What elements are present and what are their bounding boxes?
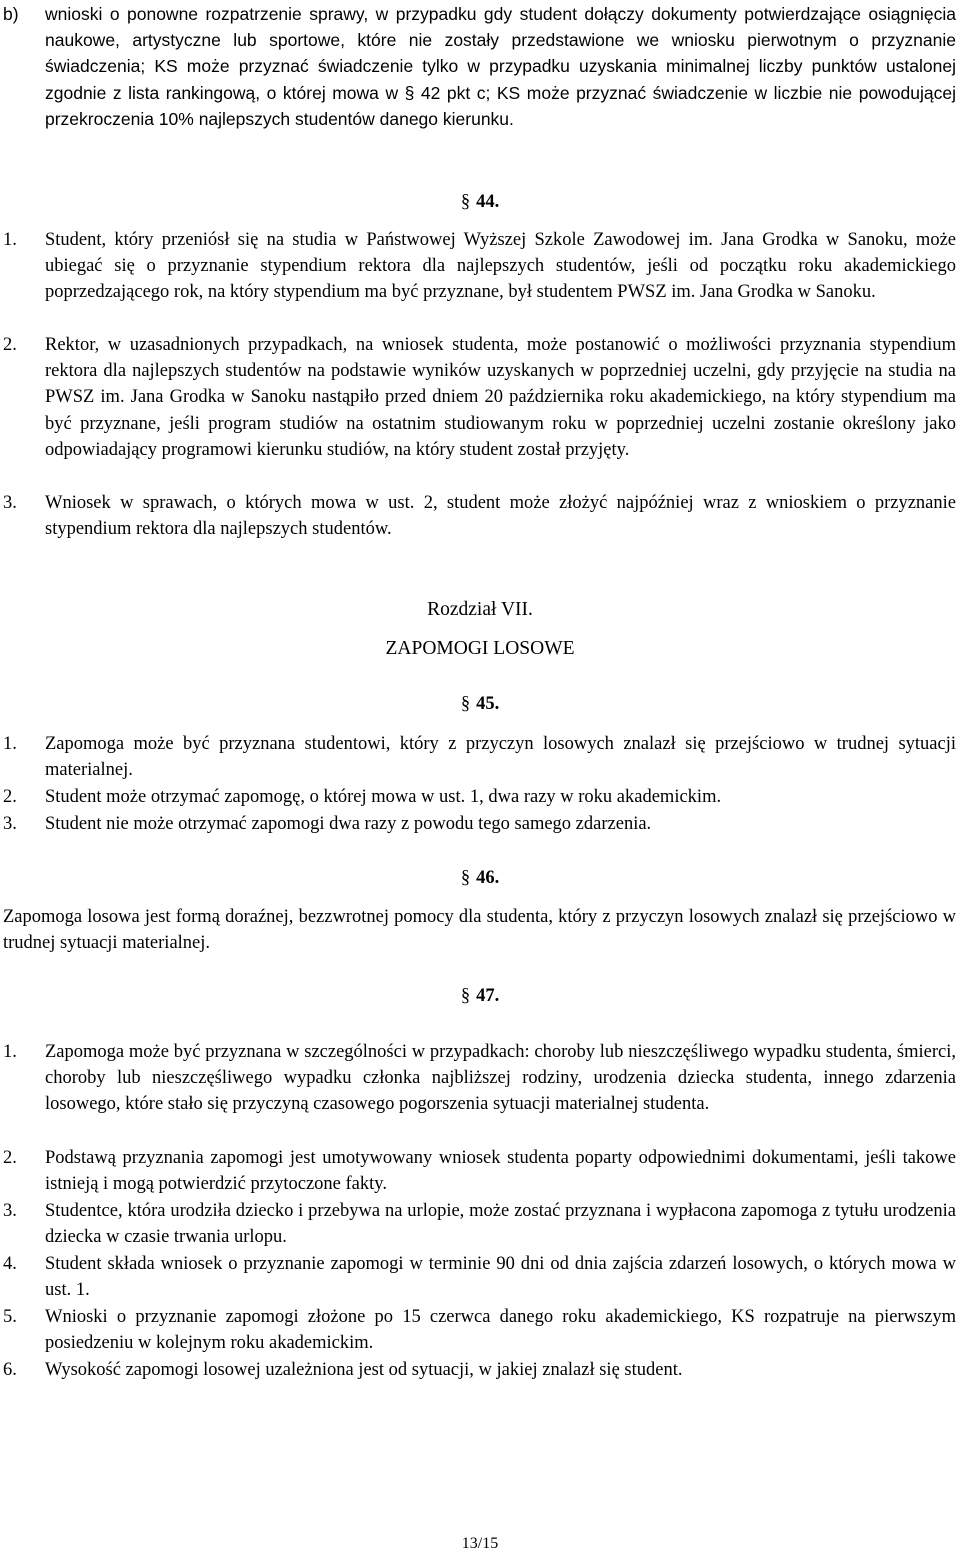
paragraph-number: 45. xyxy=(476,694,500,714)
list-item-label: 1. xyxy=(3,230,17,250)
list-item-text: Studentce, która urodziła dziecko i przebywa na urlopie, może zostać przyznana i wypłacona zapomoga z tytułu urodzenia dziecka w czasie trwania urlopu. xyxy=(45,1201,956,1248)
list-item-label: 4. xyxy=(3,1254,17,1274)
paragraph-number: 44. xyxy=(476,192,500,212)
list-item-text: Student składa wniosek o przyznanie zapomogi w terminie 90 dni od dnia zajścia zdarzeń losowych, o których mowa w ust. 1. xyxy=(45,1254,956,1301)
list-item-text: Student nie może otrzymać zapomogi dwa razy z powodu tego samego zdarzenia. xyxy=(45,814,652,834)
list-item-text: Wysokość zapomogi losowej uzależniona jest od sytuacji, w jakiej znalazł się student. xyxy=(45,1360,683,1380)
paragraph-number: 46. xyxy=(476,868,500,888)
chapter-number: Rozdział VII. xyxy=(427,599,533,620)
list-item-text: Wniosek w sprawach, o których mowa w ust. 2, student może złożyć najpóźniej wraz z wnioskiem o przyznanie stypendium rektora dla najlepszych studentów. xyxy=(45,493,956,540)
list-item-label: 3. xyxy=(3,1201,17,1221)
list-item-label: 2. xyxy=(3,335,17,355)
list-item-text: wnioski o ponowne rozpatrzenie sprawy, w przypadku gdy student dołączy dokumenty potwierdzające osiągnięcia naukowe, artystyczne lub sportowe, które nie zostały przedstawione we wniosku pierwotnym o przyznanie świadczenia; KS może przyznać świadczenie tylko w przypadku uzyskania minimalnej liczby punktów ustalonej zgodnie z lista rankingową, o której mowa w § 42 pkt c; KS może przyznać świadczenie w liczbie nie powodującej przekroczenia 10% najlepszych studentów danego kierunku. xyxy=(45,4,956,129)
section-sign: § xyxy=(460,192,471,212)
list-item-label: 1. xyxy=(3,1042,17,1062)
list-item-label: 3. xyxy=(3,814,17,834)
paragraph-number-47 xyxy=(0,983,960,1009)
list-item-label: 6. xyxy=(3,1360,17,1380)
list-item-text: Zapomoga może być przyznana w szczególności w przypadkach: choroby lub nieszczęśliwego wypadku studenta, śmierci, choroby lub nieszczęśliwego wypadku członka najbliższej rodziny, urodzenia dziecka studenta, innego zdarzenia losowego, które stało się przyczyną czasowego pogorszenia sytuacji materialnej studenta. xyxy=(45,1042,956,1115)
list-item-text: Wnioski o przyznanie zapomogi złożone po 15 czerwca danego roku akademickiego, KS rozpatruje na pierwszym posiedzeniu w kolejnym roku akademickim. xyxy=(45,1307,956,1354)
section-sign: § xyxy=(460,868,471,888)
list-item-label: 2. xyxy=(3,1148,17,1168)
paragraph-text: Zapomoga losowa jest formą doraźnej, bezzwrotnej pomocy dla studenta, który z przyczyn losowych znalazł się przejściowo w trudnej sytuacji materialnej. xyxy=(3,907,956,954)
list-item-text: Student, który przeniósł się na studia w Państwowej Wyższej Szkole Zawodowej im. Jana Grodka w Sanoku, może ubiegać się o przyznanie stypendium rektora dla najlepszych studentów, jeśli od początku roku akademickiego poprzedzającego rok, na który stypendium ma być przyznane, był studentem PWSZ im. Jana Grodka w Sanoku. xyxy=(45,230,956,303)
list-item-label: b) xyxy=(3,4,19,24)
list-item-label: 1. xyxy=(3,734,17,754)
list-item-label: 5. xyxy=(3,1307,17,1327)
paragraph-number: 47. xyxy=(476,986,500,1006)
list-item-text: Rektor, w uzasadnionych przypadkach, na wniosek studenta, może postanowić o możliwości przyznania stypendium rektora dla najlepszych studentów na podstawie wyników uzyskanych w poprzedniej uczelni, gdy przyjęcie na studia na PWSZ im. Jana Grodka w Sanoku nastąpiło przed dniem 20 października roku akademickiego, na który stypendium ma być przyznane, jeśli program studiów na ostatnim studiowanym roku w poprzedniej uczelni zostanie określony jako odpowiadający programowi kierunku studiów, na który student został przyjęty. xyxy=(45,335,956,460)
list-item-label: 3. xyxy=(3,493,17,513)
section-sign: § xyxy=(460,986,471,1006)
list-item-text: Zapomoga może być przyznana studentowi, który z przyczyn losowych znalazł się przejściowo w trudnej sytuacji materialnej. xyxy=(45,734,956,781)
list-item-text: Student może otrzymać zapomogę, o której mowa w ust. 1, dwa razy w roku akademickim. xyxy=(45,787,722,807)
page-number: 13/15 xyxy=(461,1535,499,1552)
paragraph-number-46 xyxy=(0,865,960,891)
chapter-title: ZAPOMOGI LOSOWE xyxy=(385,638,575,659)
paragraph-number-44 xyxy=(0,189,960,215)
list-item-text: Podstawą przyznania zapomogi jest umotywowany wniosek studenta poparty odpowiednimi dokumentami, jeśli takowe istnieją i mogą potwierdzić przytoczone fakty. xyxy=(45,1148,956,1195)
list-item-label: 2. xyxy=(3,787,17,807)
section-sign: § xyxy=(460,694,471,714)
paragraph-number-45 xyxy=(0,691,960,717)
